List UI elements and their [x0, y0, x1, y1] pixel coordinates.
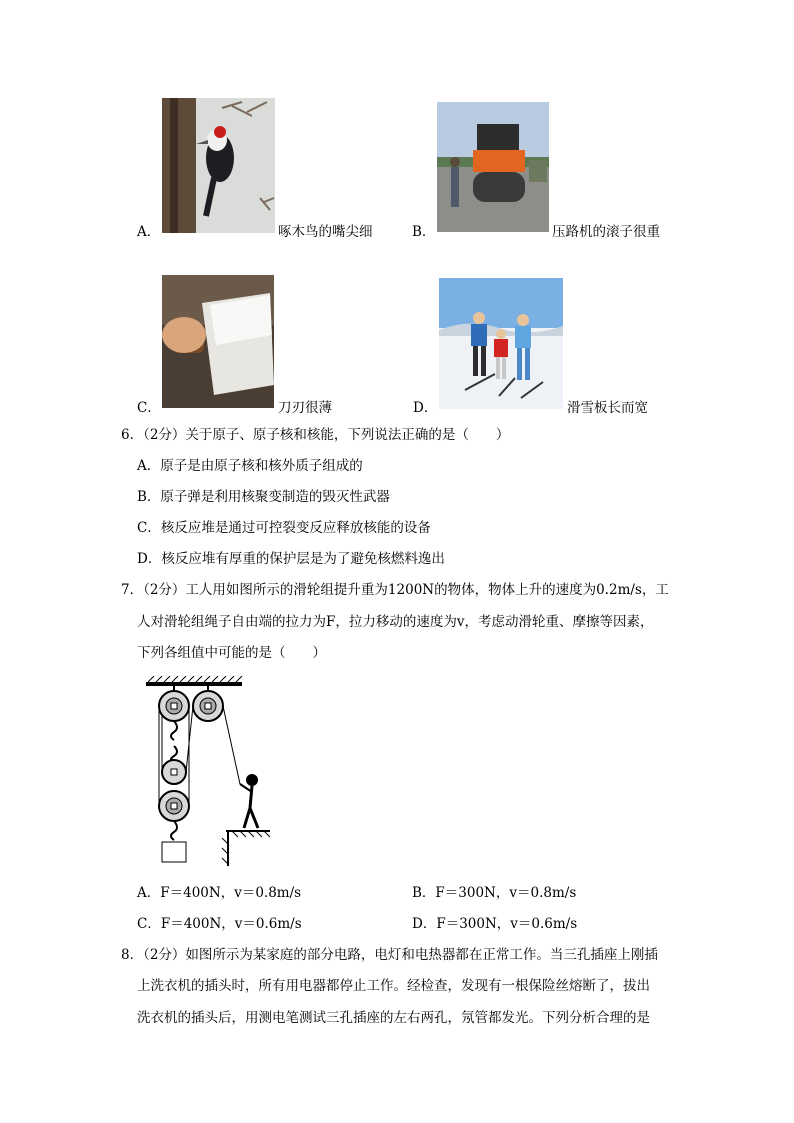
option-letter: C． [137, 400, 161, 416]
question-stem-line: 洗衣机的插头后，用测电笔测试三孔插座的左右两孔，氖管都发光。下列分析合理的是 [137, 1010, 650, 1026]
option-d: D．核反应堆有厚重的保护层是为了避免核燃料逸出 [137, 551, 445, 567]
option-letter: D． [413, 400, 438, 416]
option-b: B．F＝300N，v＝0.8m/s [412, 885, 577, 901]
woodpecker-photo [162, 98, 275, 233]
option-caption: 刀刃很薄 [278, 400, 332, 416]
pulley-system-diagram [140, 676, 274, 866]
option-caption: 啄木鸟的嘴尖细 [278, 224, 373, 240]
option-b: B．原子弹是利用核聚变制造的毁灭性武器 [137, 489, 390, 505]
question-stem-line: 人对滑轮组绳子自由端的拉力为F，拉力移动的速度为v，考虑动滑轮重、摩擦等因素， [137, 614, 654, 630]
question-stem-line: 8．（2分）如图所示为某家庭的部分电路，电灯和电热器都在正常工作。当三孔插座上刚插 [121, 947, 658, 963]
skiers-photo [439, 278, 563, 409]
option-caption: 压路机的滚子很重 [552, 224, 660, 240]
option-c: C．核反应堆是通过可控裂变反应释放核能的设备 [137, 520, 431, 536]
road-roller-photo [437, 102, 549, 232]
option-letter: B． [412, 224, 436, 240]
question-stem-line: 下列各组值中可能的是（ ） [137, 645, 326, 661]
cleaver-photo [162, 275, 274, 408]
question-stem: 6．（2分）关于原子、原子核和核能，下列说法正确的是（ ） [121, 427, 510, 443]
option-a: A．F＝400N，v＝0.8m/s [137, 885, 302, 901]
option-c: C．F＝400N，v＝0.6m/s [137, 916, 302, 932]
option-caption: 滑雪板长而宽 [567, 400, 648, 416]
option-d: D．F＝300N，v＝0.6m/s [412, 916, 578, 932]
question-stem-line: 7．（2分）工人用如图所示的滑轮组提升重为1200N的物体，物体上升的速度为0.2m/s，工 [121, 582, 669, 598]
option-letter: A． [137, 224, 161, 240]
option-a: A．原子是由原子核和核外质子组成的 [137, 458, 363, 474]
question-stem-line: 上洗衣机的插头时，所有用电器都停止工作。经检查，发现有一根保险丝熔断了，拔出 [137, 978, 650, 994]
